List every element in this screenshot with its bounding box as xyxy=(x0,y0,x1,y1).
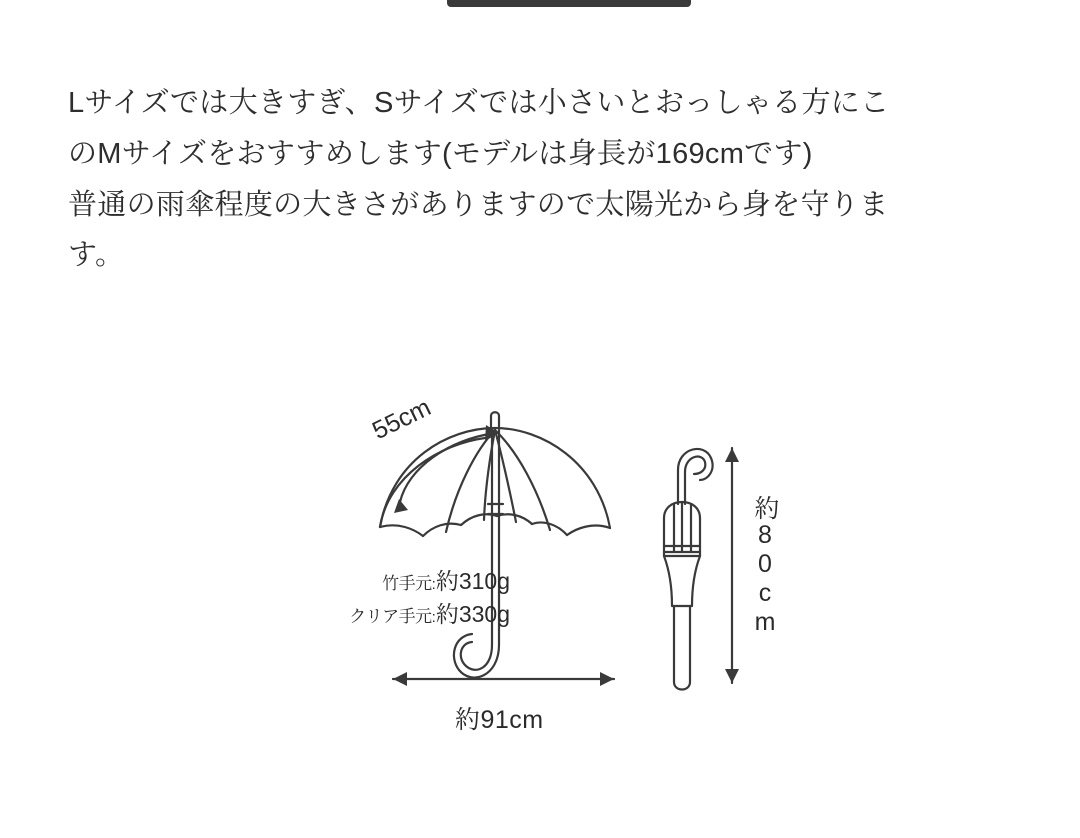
weight-value-clear: 約330g xyxy=(435,601,510,628)
arc-length-label: 55cm xyxy=(368,393,436,446)
weight-key-bamboo: 竹手元 xyxy=(382,574,432,593)
width-dimension-label: 約91cm xyxy=(455,706,544,734)
weight-labels xyxy=(300,565,510,632)
top-bar-fragment xyxy=(447,0,691,7)
weight-separator-clear: : xyxy=(431,609,436,627)
description-line-2: のMサイズをおすすめします(モデルは身長が169cmです) xyxy=(68,137,813,170)
description-line-3: 普通の雨傘程度の大きさがありますので太陽光から身を守りま xyxy=(68,188,889,221)
weight-key-clear: クリア手元 xyxy=(349,607,432,627)
weight-value-bamboo: 約310g xyxy=(435,568,510,594)
description-line-4: す。 xyxy=(68,239,125,272)
description-line-1: Lサイズでは大きすぎ、Sサイズでは小さいとおっしゃる方にこ xyxy=(68,87,890,119)
width-dimension-arrow xyxy=(393,672,614,686)
weight-separator-bamboo: : xyxy=(431,576,436,593)
weight-row-clear xyxy=(300,598,510,631)
height-dimension-label: 約80cm xyxy=(751,495,779,637)
product-description xyxy=(68,78,1008,281)
weight-row-bamboo xyxy=(300,565,510,598)
closed-umbrella xyxy=(664,449,713,690)
open-umbrella xyxy=(380,412,610,677)
height-dimension-arrow xyxy=(725,448,739,683)
umbrella-size-diagram xyxy=(280,393,840,760)
